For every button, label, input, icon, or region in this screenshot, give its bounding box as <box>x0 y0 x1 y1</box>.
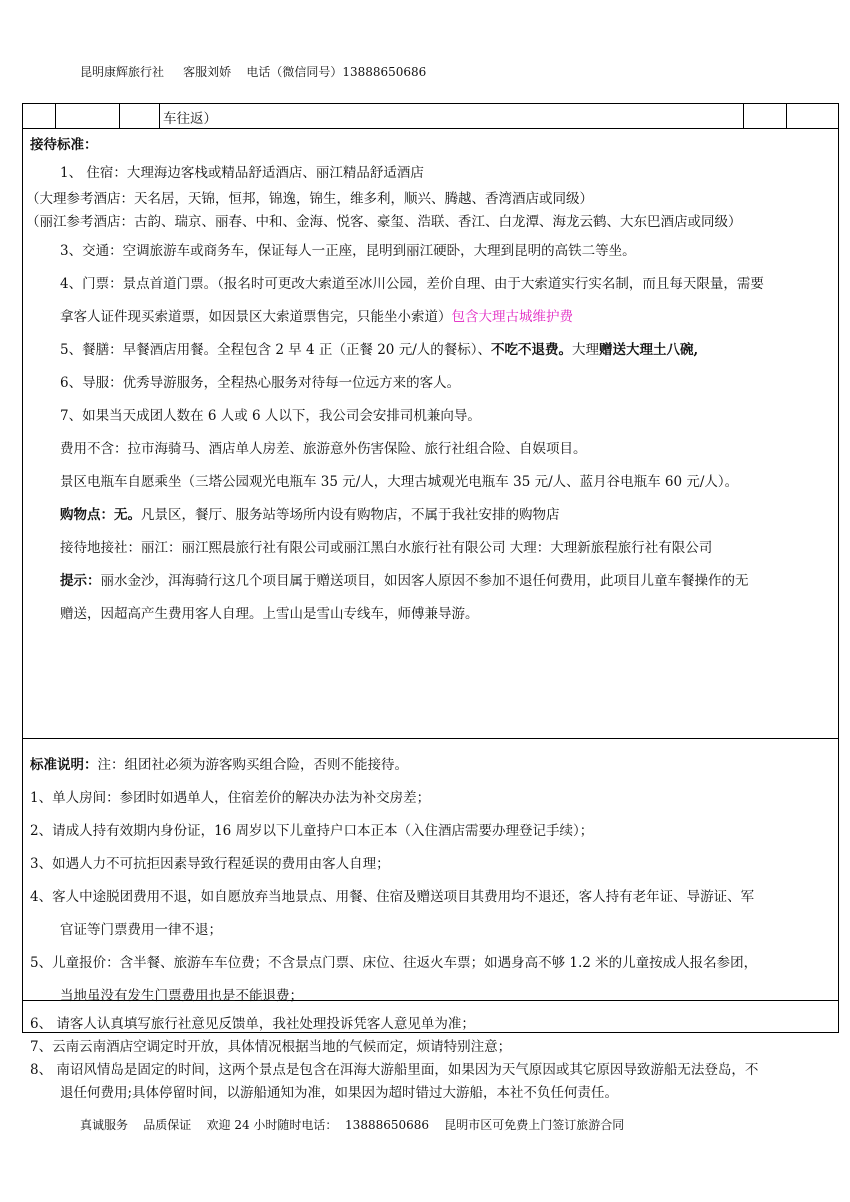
tip-text: 丽水金沙，洱海骑行这几个项目属于赠送项目，如因客人原因不参加不退任何费用，此项目儿童车餐操作的无 <box>100 573 749 589</box>
lijiang-hotels-line: （丽江参考酒店：古韵、瑞京、丽春、中和、金海、悦客、豪玺、浩联、香江、白龙潭、海龙云鹤、大东巴酒店或同级） <box>26 214 742 230</box>
note-item: 2、请成人持有效期内身份证，16 周岁以下儿童持户口本正本（入住酒店需要办理登记手续）； <box>30 823 594 839</box>
notes-title: 标准说明： <box>30 757 98 773</box>
notes-intro: 注：组团社必须为游客购买组合险，否则不能接待。 <box>97 757 408 773</box>
meals-bold-text: 不吃不退费。 <box>491 342 572 358</box>
note-item: 7、云南云南酒店空调定时开放，具体情况根据当地的气候而定，烦请特别注意； <box>30 1039 512 1055</box>
dali-hotels-line: （大理参考酒店：天名居，天锦，恒邦，锦逸，锦生，维多利，顺兴、腾越、香湾酒店或同级） <box>26 191 593 207</box>
reception-standard-section <box>23 128 838 739</box>
table-cell <box>23 104 56 128</box>
note-item-cont: 退任何费用;具体停留时间，以游船通知为准，如果因为超时错过大游船，本社不负任何责任。 <box>60 1085 619 1101</box>
table-cell <box>787 104 840 128</box>
tip-label: 提示： <box>60 573 101 589</box>
shopping-label: 购物点：无。 <box>60 507 141 523</box>
meals-line <box>60 338 698 358</box>
note-item: 8、 南诏风情岛是固定的时间，这两个景点是包含在洱海大游船里面，如果因为天气原因或其它原因导致游船无法登岛，不 <box>30 1062 759 1078</box>
table-cell <box>56 104 120 128</box>
tickets-line: 4、门票：景点首道门票。（报名时可更改大索道至冰川公园，差价自理、由于大索道实行实名制，而且每天限量，需要 <box>60 276 764 292</box>
meals-bold-text-2: 赠送大理土八碗, <box>599 342 699 358</box>
section-title: 接待标准： <box>30 137 98 153</box>
excluded-costs-line: 费用不含：拉市海骑马、酒店单人房差、旅游意外伤害保险、旅行社组合险、自娱项目。 <box>60 441 587 457</box>
note-item: 1、单人房间：参团时如遇单人，住宿差价的解决办法为补交房差； <box>30 790 431 806</box>
local-agency-line: 接待地接社：丽江：丽江熙晨旅行社有限公司或丽江黑白水旅行社有限公司 大理：大理新旅程旅行社有限公司 <box>60 540 713 556</box>
lodging-line: 1、 住宿：大理海边客栈或精品舒适酒店、丽江精品舒适酒店 <box>60 165 424 181</box>
meals-text-2: 大理 <box>572 342 599 358</box>
page-footer: 真诚服务 品质保证 欢迎 24 小时随时电话： 13888650686 昆明市区可免费上门签订旅游合同 <box>80 1118 625 1132</box>
meals-text: 5、餐膳：早餐酒店用餐。全程包含 2 早 4 正（正餐 20 元/人的餐标）、 <box>60 342 491 358</box>
small-group-line: 7、如果当天成团人数在 6 人或 6 人以下，我公司会安排司机兼向导。 <box>60 408 481 424</box>
page-header: 昆明康辉旅行社 客服刘娇 电话（微信同号）13888650686 <box>80 65 427 79</box>
table-cell <box>120 104 160 128</box>
note-item: 6、 请客人认真填写旅行社意见反馈单，我社处理投诉凭客人意见单为准； <box>30 1016 475 1032</box>
shopping-text: 凡景区，餐厅、服务站等场所内设有购物店，不属于我社安排的购物店 <box>141 507 560 523</box>
tip-line-2: 赠送，因超高产生费用客人自理。上雪山是雪山专线车，师傅兼导游。 <box>60 606 479 622</box>
tip-line <box>60 569 749 589</box>
shopping-line <box>60 503 560 523</box>
highlight-text: 包含大理古城维护费 <box>451 309 573 325</box>
note-item-cont: 当地虽没有发生门票费用也是不能退费； <box>60 988 303 1004</box>
note-item: 3、如遇人力不可抗拒因素导致行程延误的费用由客人自理； <box>30 856 390 872</box>
table-cell-text: 车往返） <box>163 111 217 127</box>
transport-line: 3、交通：空调旅游车或商务车，保证每人一正座，昆明到丽江硬卧，大理到昆明的高铁二等坐。 <box>60 243 636 259</box>
standard-notes-section <box>23 738 838 1101</box>
itinerary-table <box>22 103 839 1101</box>
note-item: 4、客人中途脱团费用不退，如自愿放弃当地景点、用餐、住宿及赠送项目其费用均不退还，客人持有老年证、导游证、军 <box>30 889 755 905</box>
notes-title-line <box>30 753 408 773</box>
tickets-line-2 <box>60 305 573 325</box>
table-cell <box>743 104 787 128</box>
table-top-row <box>23 104 838 129</box>
note-item-cont: 官证等门票费用一律不退； <box>60 922 222 938</box>
note-item: 5、儿童报价：含半餐、旅游车车位费；不含景点门票、床位、往返火车票；如遇身高不够 1.2 米的儿童按成人报名参团， <box>30 955 758 971</box>
tickets-text: 拿客人证件现买索道票，如因景区大索道票售完，只能坐小索道） <box>60 309 452 325</box>
shuttle-line: 景区电瓶车自愿乘坐（三塔公园观光电瓶车 35 元/人，大理古城观光电瓶车 35 元/人、蓝月谷电瓶车 60 元/人）。 <box>60 474 739 490</box>
guide-line: 6、导服：优秀导游服务，全程热心服务对待每一位远方来的客人。 <box>60 375 461 391</box>
